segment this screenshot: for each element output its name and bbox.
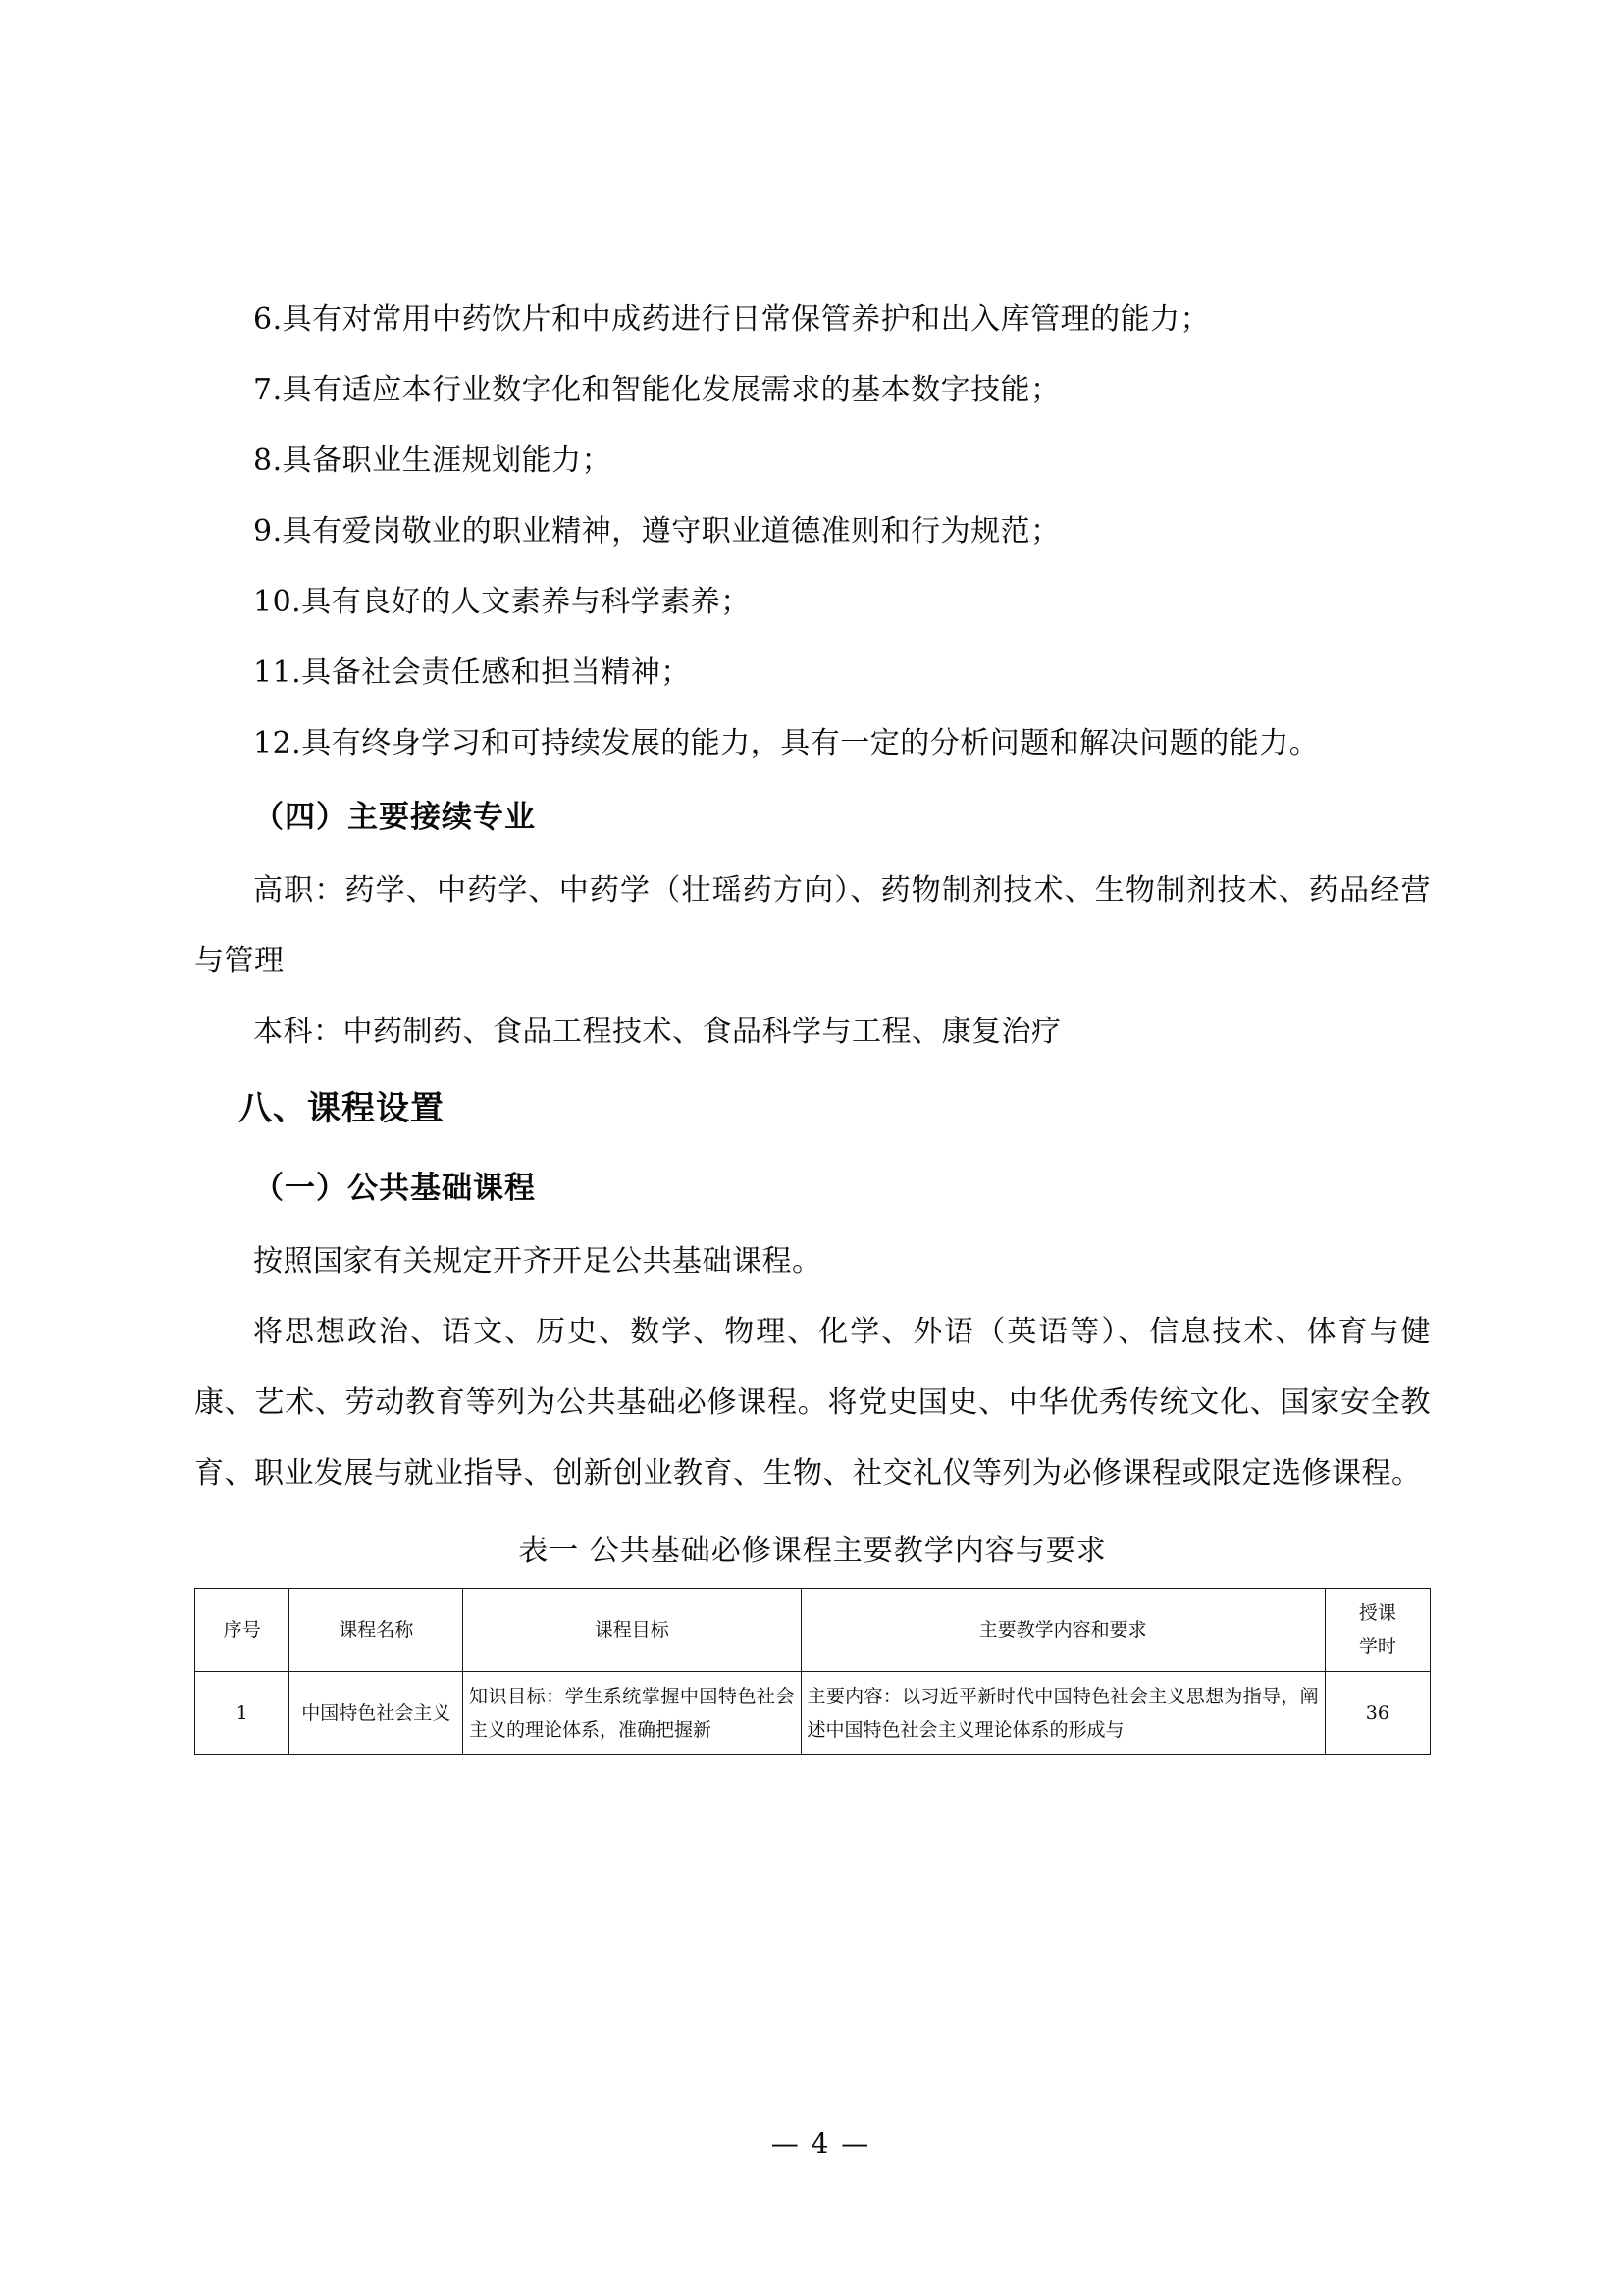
public-basic-paragraph-2: 将思想政治、语文、历史、数学、物理、化学、外语（英语等）、信息技术、体育与健康、艺术、劳动教育等列为公共基础必修课程。将党史国史、中华优秀传统文化、国家安全教育、职业发展与就业指导、创新创业教育、生物、社交礼仪等列为必修课程或限定选修课程。	[194, 1315, 1431, 1490]
table-header-row	[195, 1589, 1431, 1672]
ability-item-7: 7.具有适应本行业数字化和智能化发展需求的基本数字技能；	[253, 373, 1061, 407]
row-course-name: 中国特色社会主义	[289, 1672, 463, 1755]
ability-item-11: 11.具备社会责任感和担当精神；	[253, 655, 691, 690]
ability-item-9: 9.具有爱岗敬业的职业精神，遵守职业道德准则和行为规范；	[253, 514, 1061, 548]
section-heading-course-setup: 八、课程设置	[238, 1089, 445, 1128]
row-no: 1	[195, 1672, 289, 1755]
table-header-hours-line1: 授课	[1358, 1602, 1396, 1624]
undergraduate-majors-line: 本科：中药制药、食品工程技术、食品科学与工程、康复治疗	[253, 1015, 1062, 1049]
table-header-course-goal: 课程目标	[463, 1589, 802, 1672]
table-header-teaching-hours	[1325, 1589, 1430, 1672]
row-main-content: 主要内容：以习近平新时代中国特色社会主义思想为指导，阐述中国特色社会主义理论体系的形成与	[801, 1672, 1325, 1755]
section-heading-public-basic-courses: （一）公共基础课程	[253, 1171, 536, 1206]
table-row	[195, 1672, 1431, 1755]
public-basic-course-table	[194, 1588, 1431, 1755]
table-header-no: 序号	[195, 1589, 289, 1672]
row-teaching-hours: 36	[1325, 1672, 1430, 1755]
ability-item-8: 8.具备职业生涯规划能力；	[253, 443, 612, 478]
vocational-majors-line: 高职：药学、中药学、中药学（壮瑶药方向）、药物制剂技术、生物制剂技术、药品经营与管理	[194, 873, 1431, 978]
table-header-course-name: 课程名称	[289, 1589, 463, 1672]
page-content	[194, 285, 1431, 1755]
ability-item-10: 10.具有良好的人文素养与科学素养；	[253, 585, 751, 619]
ability-item-12: 12.具有终身学习和可持续发展的能力，具有一定的分析问题和解决问题的能力。	[253, 726, 1320, 760]
row-course-goal: 知识目标：学生系统掌握中国特色社会主义的理论体系，准确把握新	[463, 1672, 802, 1755]
public-basic-paragraph-1: 按照国家有关规定开齐开足公共基础课程。	[253, 1244, 822, 1278]
ability-item-6: 6.具有对常用中药饮片和中成药进行日常保管养护和出入库管理的能力；	[253, 302, 1211, 337]
table-header-hours-line2: 学时	[1358, 1636, 1396, 1657]
table-header-main-content: 主要教学内容和要求	[801, 1589, 1325, 1672]
section-heading-major-continuation: （四）主要接续专业	[253, 800, 536, 835]
page-number: — 4 —	[770, 2127, 871, 2160]
table-caption: 表一 公共基础必修课程主要教学内容与要求	[518, 1534, 1107, 1568]
